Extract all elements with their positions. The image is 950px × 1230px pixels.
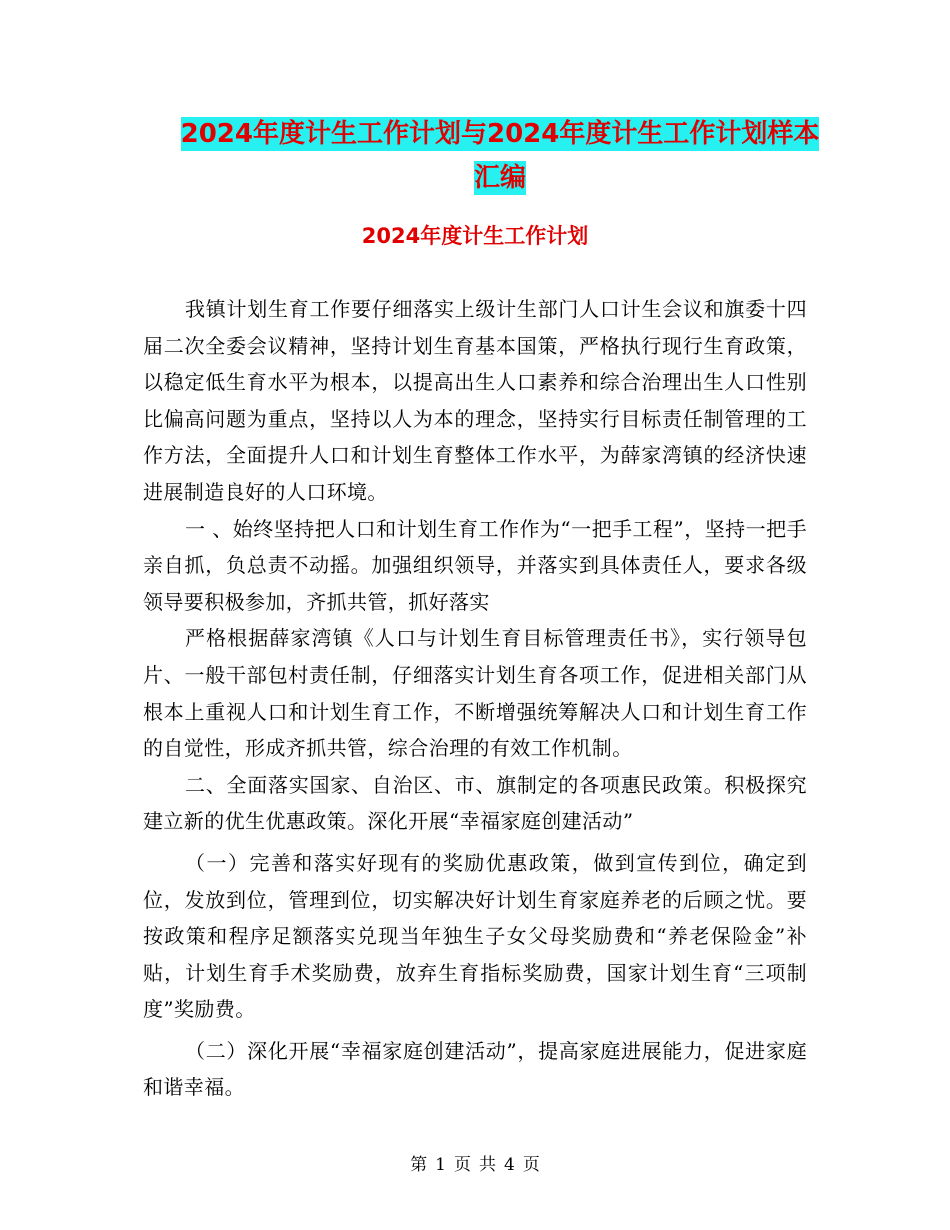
paragraph-item-1: 一 、始终坚持把人口和计划生育工作作为“一把手工程”，坚持一把手亲自抓，负总责不动摇。加强组织领导，并落实到具体责任人，要求各级领导要积极参加，齐抓共管，抓好落实 xyxy=(143,516,807,614)
footer-page-number: 1 xyxy=(435,1155,446,1175)
document-title-line2: 汇编 xyxy=(473,163,526,193)
document-title xyxy=(140,112,860,200)
document-title-line1: 2024年度计生工作计划与2024年度计生工作计划样本 xyxy=(180,119,820,149)
section-title: 2024年度计生工作计划 xyxy=(361,224,589,248)
paragraph-subitem-2: （二）深化开展“幸福家庭创建活动”，提高家庭进展能力，促进家庭和谐幸福。 xyxy=(143,1038,807,1100)
document-body xyxy=(143,291,807,1106)
paragraph-intro: 我镇计划生育工作要仔细落实上级计生部门人口计生会议和旗委十四届二次全委会议精神，坚持计划生育基本国策，严格执行现行生育政策，以稳定低生育水平为根本，以提高出生人口素养和综合治理出生人口性别比偏高问题为重点，坚持以人为本的理念，坚持实行目标责任制管理的工作方法，全面提升人口和计划生育整体工作水平，为薛家湾镇的经济快速进展制造良好的人口环境。 xyxy=(143,297,807,504)
paragraph-responsibility: 严格根据薛家湾镇《人口与计划生育目标管理责任书》，实行领导包片、一般干部包村责任制，仔细落实计划生育各项工作，促进相关部门从根本上重视人口和计划生育工作，不断增强统筹解决人口和计划生育工作的自觉性，形成齐抓共管，综合治理的有效工作机制。 xyxy=(143,626,807,761)
footer-total-pages: 4 xyxy=(504,1155,515,1175)
paragraph-item-2: 二、全面落实国家、自治区、市、旗制定的各项惠民政策。积极探究建立新的优生优惠政策。深化开展“幸福家庭创建活动” xyxy=(143,772,807,834)
footer-total-unit: 页 xyxy=(522,1155,540,1175)
footer-page-unit: 页 xyxy=(454,1155,471,1175)
footer-total-label: 共 xyxy=(479,1155,496,1175)
page-footer xyxy=(0,1153,950,1177)
footer-page-label: 第 xyxy=(410,1155,428,1175)
paragraph-subitem-1: （一）完善和落实好现有的奖励优惠政策，做到宣传到位，确定到位，发放到位，管理到位，切实解决好计划生育家庭养老的后顾之忧。要按政策和程序足额落实兑现当年独生子女父母奖励费和“养老保险金”补贴，计划生育手术奖励费，放弃生育指标奖励费，国家计划生育“三项制度”奖励费。 xyxy=(143,850,807,1022)
